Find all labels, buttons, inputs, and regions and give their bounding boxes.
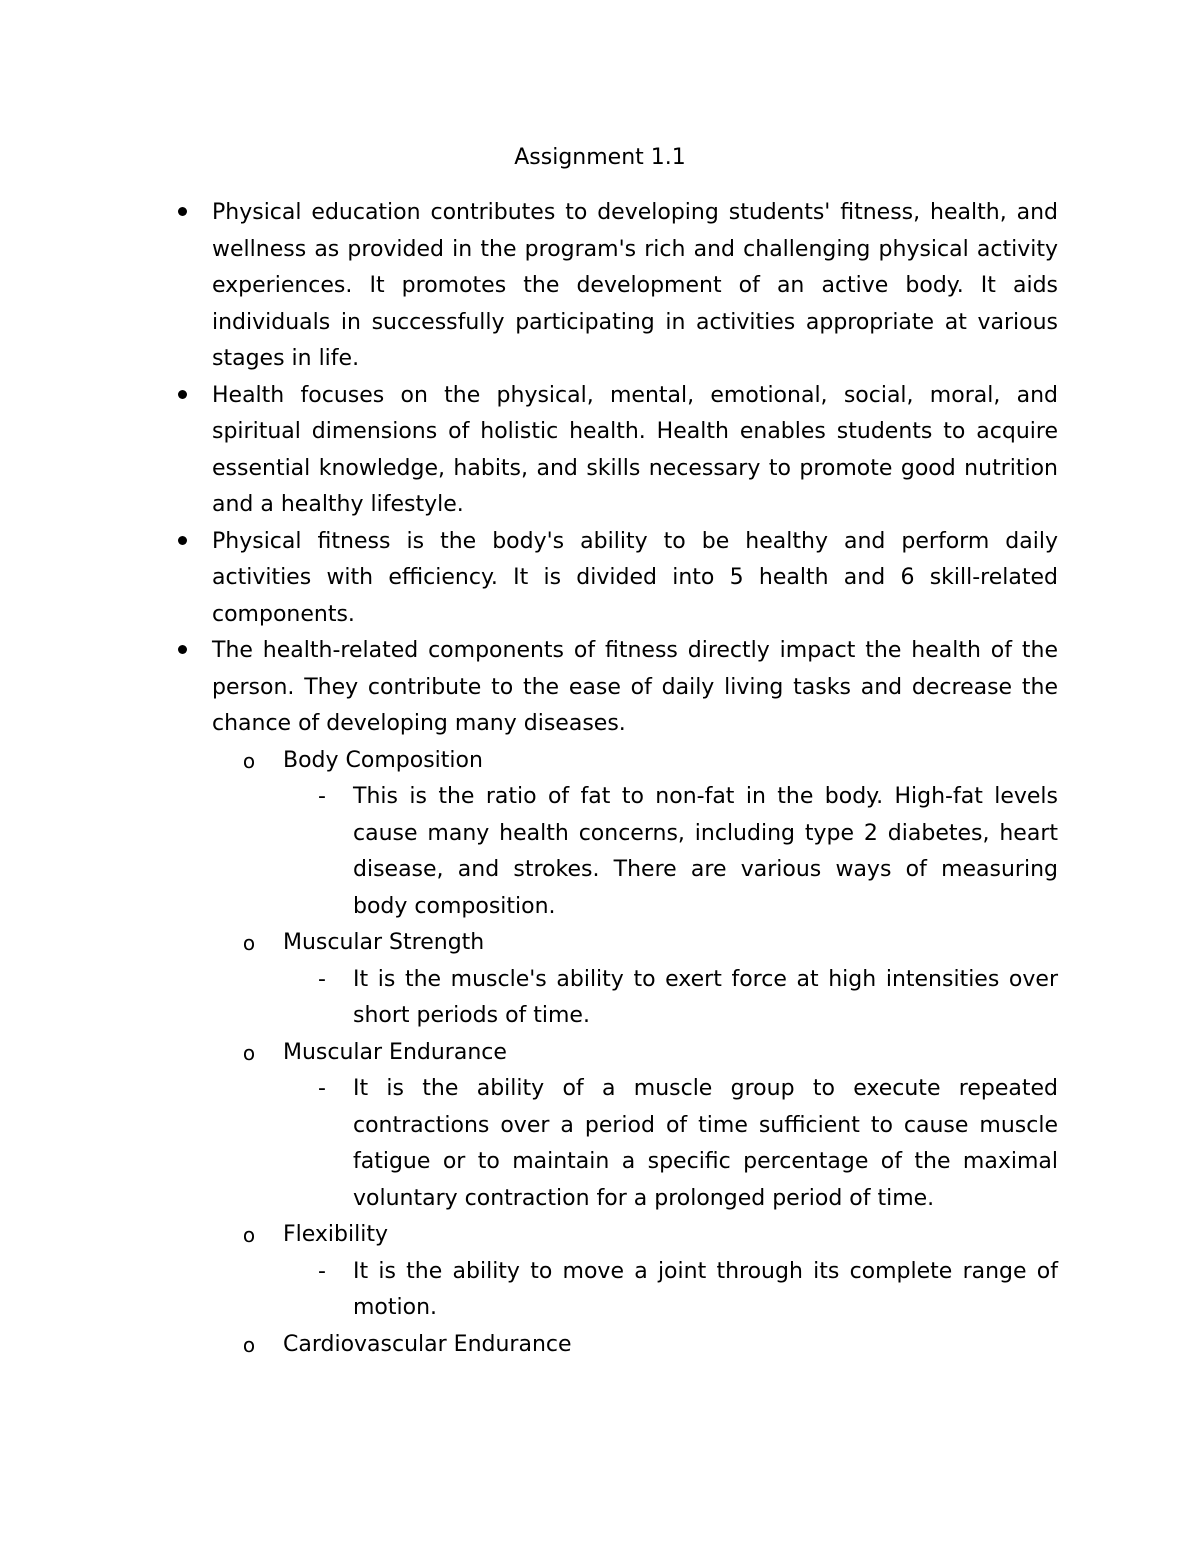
component-description-text: It is the muscle's ability to exert force at high intensities over short periods of time. bbox=[353, 966, 1058, 1028]
component-name: Body Composition bbox=[283, 747, 483, 773]
bullet-item bbox=[168, 195, 1058, 378]
document-body bbox=[168, 195, 1058, 1363]
component-item bbox=[239, 1035, 1058, 1218]
document-title: Assignment 1.1 bbox=[514, 145, 686, 170]
component-description bbox=[283, 1254, 1058, 1327]
bullet-icon bbox=[172, 195, 192, 232]
component-name: Flexibility bbox=[283, 1222, 388, 1247]
bullet-text: Physical education contributes to developing students' fitness, health, and wellness as provided in the program's rich and challenging physical activity experiences. It promotes the development of an active body. It aids individuals in successfully participating in activities appropriate at various stages in life. bbox=[212, 200, 1058, 371]
component-item bbox=[239, 1217, 1058, 1327]
circle-marker-icon: o bbox=[242, 931, 256, 955]
component-description-text: It is the ability to move a joint through its complete range of motion. bbox=[353, 1258, 1058, 1320]
component-description bbox=[283, 1071, 1058, 1217]
component-item bbox=[239, 1327, 1058, 1364]
circle-marker-icon: o bbox=[242, 1332, 256, 1357]
component-item bbox=[239, 743, 1058, 926]
component-description-text: It is the ability of a muscle group to execute repeated contractions over a period of time sufficient to cause muscle fatigue or to maintain a specific percentage of the maximal voluntary contraction for a prolonged period of time. bbox=[353, 1076, 1058, 1211]
bullet-icon bbox=[172, 378, 192, 415]
bullet-text: Physical fitness is the body's ability to be healthy and perform daily activities with efficiency. It is divided into 5 health and 6 skill-related components. bbox=[212, 528, 1058, 627]
component-name: Muscular Strength bbox=[283, 930, 485, 955]
dash-marker-icon: - bbox=[318, 966, 326, 992]
circle-marker-icon: o bbox=[242, 748, 256, 773]
bullet-item bbox=[168, 378, 1058, 524]
bullet-list bbox=[168, 195, 1058, 1363]
circle-marker-icon: o bbox=[242, 1223, 256, 1247]
dash-marker-icon: - bbox=[318, 1076, 326, 1101]
component-name: Cardiovascular Endurance bbox=[283, 1331, 572, 1357]
bullet-icon bbox=[172, 524, 192, 561]
bullet-text: The health-related components of fitness directly impact the health of the person. They contribute to the ease of daily living tasks and decrease the chance of developing many diseases. bbox=[212, 638, 1058, 736]
component-description bbox=[283, 779, 1058, 925]
component-list bbox=[239, 743, 1058, 1364]
circle-marker-icon: o bbox=[242, 1040, 256, 1065]
dash-marker-icon: - bbox=[318, 1258, 326, 1284]
component-description-text: This is the ratio of fat to non-fat in the body. High-fat levels cause many health concerns, including type 2 diabetes, heart disease, and strokes. There are various ways of measuring body composition. bbox=[353, 784, 1058, 919]
component-description bbox=[283, 962, 1058, 1035]
dash-marker-icon: - bbox=[318, 784, 326, 809]
component-item bbox=[239, 925, 1058, 1035]
bullet-item bbox=[168, 633, 1058, 1363]
bullet-icon bbox=[172, 633, 192, 670]
bullet-item bbox=[168, 524, 1058, 634]
component-name: Muscular Endurance bbox=[283, 1039, 507, 1065]
bullet-text: Health focuses on the physical, mental, emotional, social, moral, and spiritual dimensions of holistic health. Health enables students to acquire essential knowledge, habits, and skills necessary to promote good nutrition and a healthy lifestyle. bbox=[212, 382, 1058, 517]
